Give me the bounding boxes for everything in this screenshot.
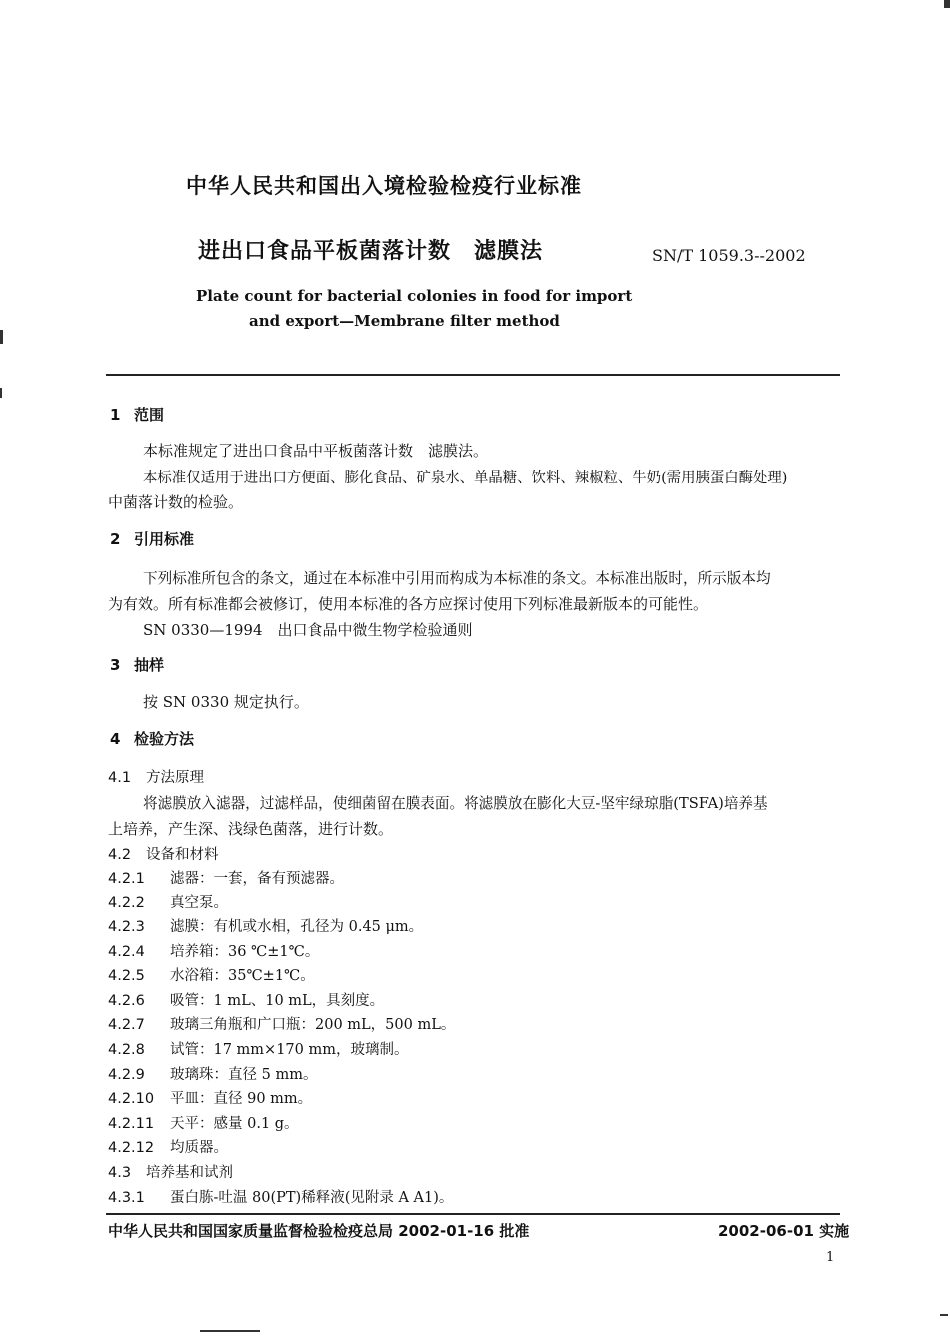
- list-item: [108, 1038, 409, 1059]
- list-item: [108, 989, 384, 1010]
- section-title: 检验方法: [134, 730, 195, 748]
- subsection-title: 方法原理: [146, 770, 204, 786]
- item-number: 4.2.10: [108, 1091, 155, 1107]
- issuing-organization: 中华人民共和国出入境检验检疫行业标准: [186, 174, 582, 198]
- section-2-paragraph-line-1: 下列标准所包含的条文，通过在本标准中引用而构成为本标准的条文。本标准出版时，所示版本均: [143, 570, 771, 587]
- subsection-4-3-heading: [108, 1161, 233, 1182]
- item-text: 滤器：一套，备有预滤器。: [170, 871, 344, 887]
- list-item: [108, 1112, 299, 1133]
- scan-edge-mark: [200, 1330, 260, 1332]
- item-text: 天平：感量 0.1 g。: [170, 1116, 299, 1132]
- item-number: 4.2.4: [108, 944, 145, 960]
- standard-number: SN/T 1059.3--2002: [652, 246, 806, 265]
- scan-edge-mark: [0, 330, 3, 344]
- item-text: 蛋白胨-吐温 80(PT)稀释液(见附录 A A1)。: [170, 1190, 454, 1206]
- list-item: [108, 1063, 317, 1084]
- document-title-en-line2: and export—Membrane filter method: [249, 312, 560, 330]
- subsection-title: 设备和材料: [146, 847, 219, 863]
- approval-statement: 中华人民共和国国家质量监督检验检疫总局 2002-01-16 批准: [108, 1222, 530, 1240]
- list-item: [108, 915, 423, 936]
- subsection-number: 4.1: [108, 770, 132, 786]
- section-1-paragraph-2-line-1: 本标准仅适用于进出口方便面、膨化食品、矿泉水、单晶糖、饮料、辣椒粒、牛奶(需用胰蛋白酶处理): [143, 470, 788, 486]
- section-title: 抽样: [134, 656, 165, 674]
- item-number: 4.2.7: [108, 1017, 145, 1033]
- section-number: 4: [110, 730, 121, 748]
- item-text: 真空泵。: [170, 895, 228, 911]
- list-item: [108, 1087, 312, 1108]
- section-2-paragraph-line-2: 为有效。所有标准都会被修订，使用本标准的各方应探讨使用下列标准最新版本的可能性。: [108, 595, 709, 613]
- section-number: 2: [110, 530, 121, 548]
- item-number: 4.2.8: [108, 1042, 145, 1058]
- section-3-paragraph: 按 SN 0330 规定执行。: [143, 693, 309, 711]
- section-number: 3: [110, 656, 121, 674]
- list-item: [108, 1136, 228, 1157]
- subsection-4-1-paragraph-line-2: 上培养，产生深、浅绿色菌落，进行计数。: [108, 820, 394, 838]
- item-text: 培养箱：36 ℃±1℃。: [170, 944, 320, 960]
- section-number: 1: [110, 406, 121, 424]
- scan-edge-mark: [0, 388, 2, 398]
- subsection-4-1-heading: [108, 766, 204, 787]
- item-text: 玻璃珠：直径 5 mm。: [170, 1067, 318, 1083]
- section-2-heading: [110, 528, 194, 549]
- list-item: [108, 867, 344, 888]
- section-3-heading: [110, 654, 164, 675]
- page-number: 1: [826, 1250, 835, 1265]
- implementation-date: 2002-06-01 实施: [718, 1222, 850, 1240]
- subsection-4-1-paragraph-line-1: 将滤膜放入滤器，过滤样品，使细菌留在膜表面。将滤膜放在膨化大豆-坚牢绿琼脂(TSFA)培养基: [143, 795, 768, 812]
- subsection-number: 4.3: [108, 1165, 132, 1181]
- item-text: 均质器。: [170, 1140, 228, 1156]
- section-1-heading: [110, 404, 164, 425]
- footer-divider: [106, 1213, 840, 1215]
- item-number: 4.2.2: [108, 895, 145, 911]
- item-text: 平皿：直径 90 mm。: [170, 1091, 313, 1107]
- item-text: 玻璃三角瓶和广口瓶：200 mL，500 mL。: [170, 1017, 456, 1033]
- list-item: [108, 964, 315, 985]
- scan-edge-mark: [944, 0, 950, 8]
- section-title: 引用标准: [134, 530, 195, 548]
- list-item: [108, 1186, 453, 1207]
- item-number: 4.2.9: [108, 1067, 145, 1083]
- document-title-cn: 进出口食品平板菌落计数 滤膜法: [198, 239, 544, 264]
- header-divider: [106, 374, 840, 376]
- item-number: 4.2.3: [108, 919, 145, 935]
- item-text: 滤膜：有机或水相，孔径为 0.45 μm。: [170, 919, 424, 935]
- item-text: 试管：17 mm×170 mm，玻璃制。: [170, 1042, 409, 1058]
- section-4-heading: [110, 728, 194, 749]
- item-number: 4.2.12: [108, 1140, 155, 1156]
- section-title: 范围: [134, 406, 165, 424]
- subsection-title: 培养基和试剂: [146, 1165, 233, 1181]
- list-item: [108, 940, 319, 961]
- referenced-standard: SN 0330—1994 出口食品中微生物学检验通则: [143, 621, 473, 639]
- item-number: 4.2.5: [108, 968, 145, 984]
- document-title-en-line1: Plate count for bacterial colonies in food for import: [196, 287, 633, 305]
- item-number: 4.2.11: [108, 1116, 155, 1132]
- section-1-paragraph-2-line-2: 中菌落计数的检验。: [108, 493, 244, 511]
- item-number: 4.2.1: [108, 871, 145, 887]
- list-item: [108, 891, 228, 912]
- list-item: [108, 1013, 455, 1034]
- scan-edge-mark: [940, 1314, 948, 1316]
- item-number: 4.3.1: [108, 1190, 145, 1206]
- subsection-4-2-heading: [108, 843, 219, 864]
- item-number: 4.2.6: [108, 993, 145, 1009]
- item-text: 水浴箱：35℃±1℃。: [170, 968, 315, 984]
- subsection-number: 4.2: [108, 847, 132, 863]
- item-text: 吸管：1 mL、10 mL，具刻度。: [170, 993, 385, 1009]
- section-1-paragraph-1: 本标准规定了进出口食品中平板菌落计数 滤膜法。: [143, 442, 489, 460]
